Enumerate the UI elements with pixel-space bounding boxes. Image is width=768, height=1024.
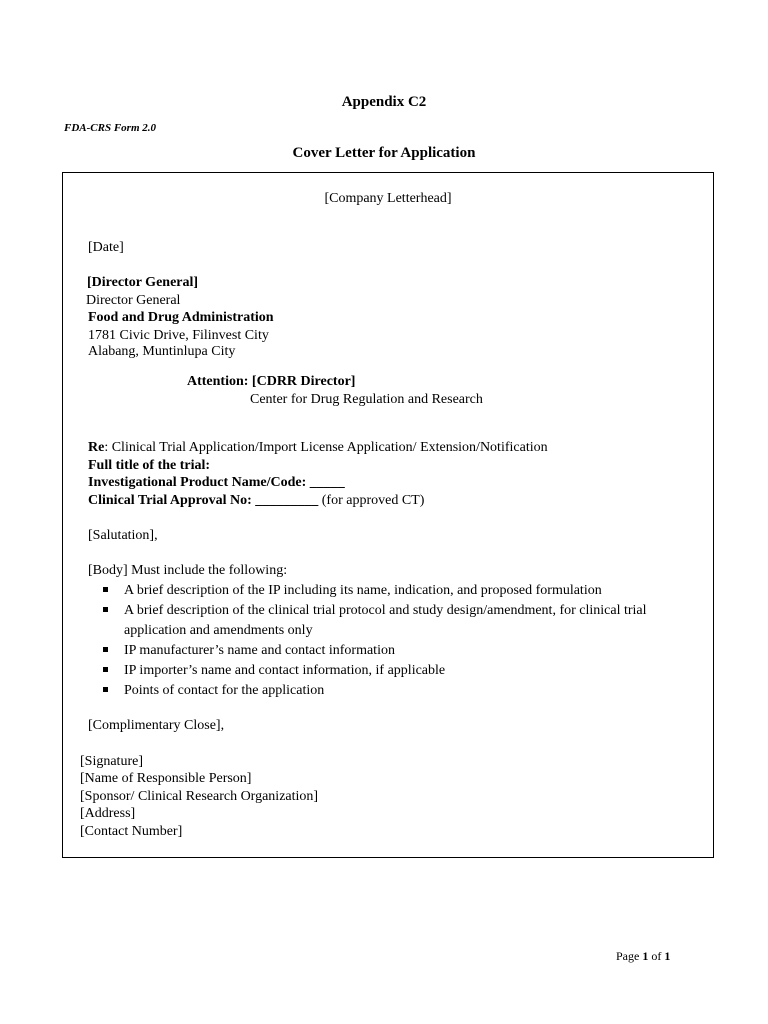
agency-name: Food and Drug Administration: [88, 310, 274, 325]
body-item: IP manufacturer’s name and contact information: [124, 643, 395, 658]
date-placeholder: [Date]: [88, 240, 124, 255]
contact-number-placeholder: [Contact Number]: [80, 824, 183, 839]
re-text: : Clinical Trial Application/Import License Application/ Extension/Notification: [104, 440, 548, 455]
page-number: [616, 949, 670, 964]
page-of: of: [648, 949, 665, 963]
full-title-label: Full title of the trial:: [88, 458, 211, 473]
body-item-continuation: application and amendments only: [124, 623, 313, 638]
body-item: Points of contact for the application: [124, 683, 325, 698]
signature-placeholder: [Signature]: [80, 754, 143, 769]
page-total: 1: [664, 949, 671, 963]
body-item: A brief description of the clinical trial protocol and study design/amendment, for clinical trial: [124, 603, 647, 618]
page-prefix: Page: [616, 949, 643, 963]
body-item: IP importer’s name and contact information, if applicable: [124, 663, 446, 678]
document-title: Cover Letter for Application: [292, 145, 476, 161]
page-current: 1: [642, 949, 649, 963]
approval-number-label: Clinical Trial Approval No: _________: [88, 493, 319, 508]
complimentary-close: [Complimentary Close],: [88, 718, 225, 733]
body-intro: [Body] Must include the following:: [88, 563, 288, 578]
re-line: [88, 439, 548, 456]
address-line-2: Alabang, Muntinlupa City: [88, 344, 236, 359]
attention-line: Attention: [CDRR Director]: [187, 374, 356, 389]
attention-center: Center for Drug Regulation and Research: [250, 392, 483, 407]
bullet-marker: [103, 667, 108, 672]
addressee-title: Director General: [86, 293, 181, 308]
appendix-heading: Appendix C2: [341, 94, 427, 110]
re-label: Re: [88, 440, 105, 455]
addressee-bold: [Director General]: [87, 275, 199, 290]
address-line-1: 1781 Civic Drive, Filinvest City: [88, 328, 269, 343]
company-letterhead: [Company Letterhead]: [324, 191, 452, 206]
address-placeholder: [Address]: [80, 806, 136, 821]
product-name-label: Investigational Product Name/Code: _____: [88, 475, 345, 490]
bullet-marker: [103, 647, 108, 652]
approval-note: (for approved CT): [318, 493, 425, 508]
form-number: FDA-CRS Form 2.0: [64, 122, 156, 134]
bullet-marker: [103, 587, 108, 592]
responsible-person-placeholder: [Name of Responsible Person]: [80, 771, 252, 786]
approval-number-line: [88, 492, 424, 509]
bullet-marker: [103, 687, 108, 692]
body-item: A brief description of the IP including its name, indication, and proposed formulation: [124, 583, 602, 598]
salutation: [Salutation],: [88, 528, 158, 543]
sponsor-placeholder: [Sponsor/ Clinical Research Organization]: [80, 789, 319, 804]
bullet-marker: [103, 607, 108, 612]
